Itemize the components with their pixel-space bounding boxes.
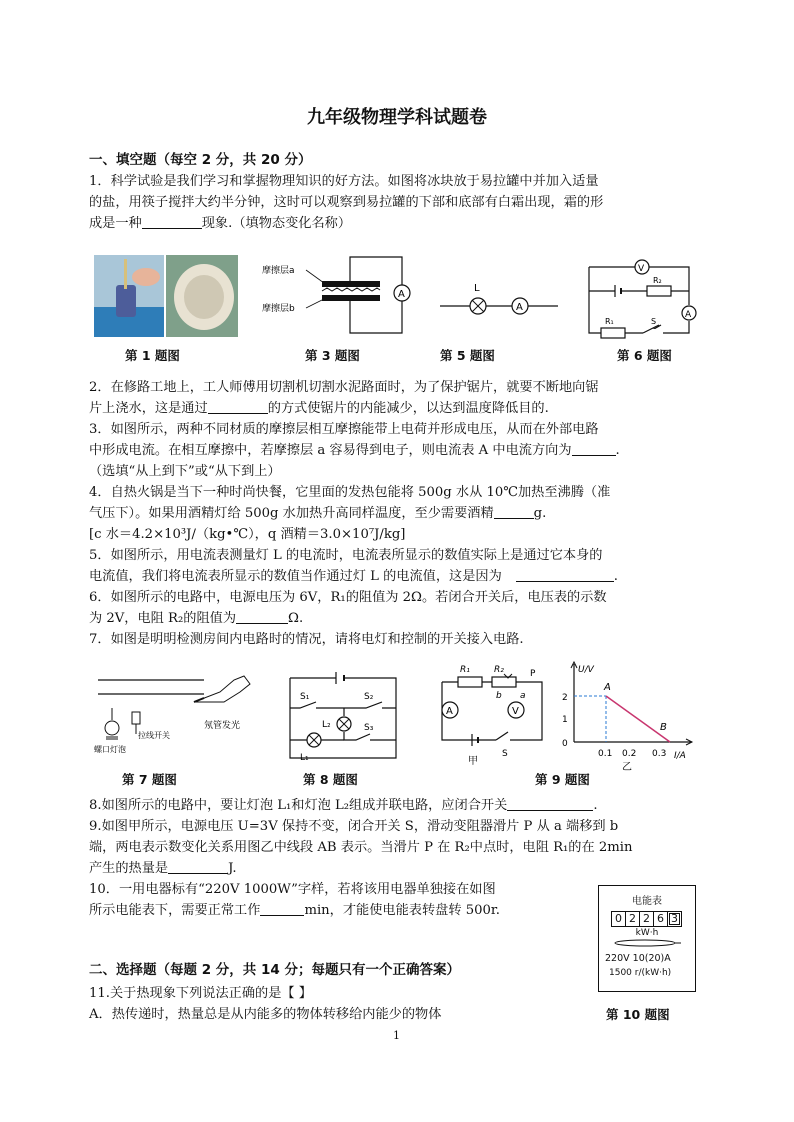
fig9-jia-circuit xyxy=(438,660,548,774)
q11-line1: 11.关于热现象下列说法正确的是【 】 xyxy=(89,986,312,1001)
q10-line2: 所示电能表下，需要正常工作 min，才能使电能表转盘转 500r. xyxy=(89,903,500,918)
fig9-point-b: B xyxy=(660,722,667,733)
fig5-ammeter-label: A xyxy=(516,302,523,313)
meter-digit: 2 xyxy=(625,911,640,927)
q4-line3: [c 水＝4.2×10³J/（kg•℃），q 酒精＝3.0×10⁷J/kg] xyxy=(89,527,406,542)
fig6-ammeter-label: A xyxy=(685,310,692,320)
meter-digit: 6 xyxy=(653,911,668,927)
fig5-caption: 第 5 题图 xyxy=(440,348,495,363)
fig7-glow-label: 氖管发光 xyxy=(204,721,241,731)
fig6-voltmeter-label: V xyxy=(638,264,645,274)
q9-line1: 9.如图甲所示，电源电压 U=3V 保持不变，闭合开关 S，滑动变阻器滑片 P 从 a 端移到 b xyxy=(89,819,619,834)
fig7-wiring xyxy=(94,662,254,766)
q10-answer-blank[interactable] xyxy=(260,901,304,916)
fig3-friction-circuit xyxy=(262,253,422,341)
fig7-lamp-label: 螺口灯泡 xyxy=(94,745,126,754)
fig3-ammeter-label: A xyxy=(398,289,405,300)
q5-line1: 5．如图所示，用电流表测量灯 L 的电流时，电流表所显示的数值实际上是通过它本身的 xyxy=(89,548,603,563)
q9-answer-blank[interactable] xyxy=(168,859,228,874)
fig7-caption: 第 7 题图 xyxy=(122,772,177,787)
fig7-switch-label: 拉线开关 xyxy=(138,731,170,740)
q3-line2: 中形成电流。在相互摩擦中，若摩擦层 a 容易得到电子，则电流表 A 中电流方向为 . xyxy=(89,443,620,458)
fig9-tick-0: 0 xyxy=(562,739,568,749)
fig9-tick-02: 0.2 xyxy=(622,749,637,759)
meter-dial-icon xyxy=(599,939,695,949)
q6-line1: 6．如图所示的电路中，电源电压为 6V，R₁的阻值为 2Ω。若闭合开关后，电压表的示数 xyxy=(89,590,607,605)
meter-digit: 2 xyxy=(639,911,654,927)
fig1-photos xyxy=(94,255,238,341)
q8-answer-blank[interactable] xyxy=(507,796,593,811)
q4-answer-blank[interactable] xyxy=(494,504,534,519)
fig8-s1-label: S₁ xyxy=(300,692,310,702)
q7-line1: 7．如图是明明检测房间内电路时的情况，请将电灯和控制的开关接入电路. xyxy=(89,632,524,647)
fig9-jia-label: 甲 xyxy=(468,756,478,767)
fig8-caption: 第 8 题图 xyxy=(303,772,358,787)
fig8-s2-label: S₂ xyxy=(364,692,374,702)
fig6-series-circuit xyxy=(585,253,700,343)
q9-line2: 端，两电表示数变化关系用图乙中线段 AB 表示。当滑片 P 在 R₂中点时，电阻 R₁的在 2min xyxy=(89,840,633,855)
page-title: 九年级物理学科试题卷 xyxy=(307,107,487,128)
fig6-r2-label: R₂ xyxy=(653,276,662,285)
fig9-b-label: b xyxy=(496,691,502,701)
fig9-tick-2: 2 xyxy=(562,693,568,703)
energy-meter xyxy=(598,885,696,992)
q3-line3: （选填“从上到下”或“从下到上） xyxy=(89,464,281,479)
q1-line3: 成是一种 现象.（填物态变化名称） xyxy=(89,216,352,231)
fig1-caption: 第 1 题图 xyxy=(125,348,180,363)
fig5-lamp-label: L xyxy=(474,283,480,294)
q6-line2: 为 2V，电阻 R₂的阻值为 Ω. xyxy=(89,611,304,626)
meter-digits xyxy=(599,911,695,927)
fig9-a-label: a xyxy=(520,691,526,701)
q2-answer-blank[interactable] xyxy=(208,399,268,414)
q9-line3: 产生的热量是 J. xyxy=(89,861,237,876)
q2-line2: 片上浇水，这是通过 的方式使锯片的内能减少，以达到温度降低目的. xyxy=(89,401,549,416)
fig5-lamp-ammeter xyxy=(440,282,560,326)
fig9-tick-01: 0.1 xyxy=(598,749,613,759)
section-heading-choice: 二、选择题（每题 2 分，共 14 分；每题只有一个正确答案） xyxy=(89,962,460,978)
meter-unit: kW·h xyxy=(635,928,659,938)
fig9-r1-label: R₁ xyxy=(460,665,470,675)
fig6-caption: 第 6 题图 xyxy=(617,348,672,363)
fig9-r2-label: R₂ xyxy=(494,665,504,675)
q11-option-a: A．热传递时，热量总是从内能多的物体转移给内能少的物体 xyxy=(89,1007,442,1022)
fig3-label-a: 摩擦层a xyxy=(262,266,295,276)
fig3-caption: 第 3 题图 xyxy=(305,348,360,363)
fig3-label-b: 摩擦层b xyxy=(262,304,295,314)
q5-line2: 电流值，我们将电流表所显示的数值当作通过灯 L 的电流值，这是因为 . xyxy=(89,569,618,584)
fig9-tick-03: 0.3 xyxy=(652,749,667,759)
q5-answer-blank[interactable] xyxy=(516,567,614,582)
fig9-p-label: P xyxy=(530,669,536,679)
q2-line1: 2．在修路工地上，工人师傅用切割机切割水泥路面时，为了保护锯片，就要不断地向锯 xyxy=(89,380,599,395)
q1-line1: 1．科学试验是我们学习和掌握物理知识的好方法。如图将冰块放于易拉罐中并加入适量 xyxy=(89,174,599,189)
fig8-s3-label: S₃ xyxy=(364,723,374,733)
fig9-axis-i: I/A xyxy=(674,751,686,761)
q1-answer-blank[interactable] xyxy=(142,214,202,229)
page-number: 1 xyxy=(393,1029,400,1042)
fig9-yi-label: 乙 xyxy=(622,762,632,772)
meter-title: 电能表 xyxy=(632,896,662,907)
q1-line2: 的盐，用筷子搅拌大约半分钟，这时可以观察到易拉罐的下部和底部有白霜出现，霜的形 xyxy=(89,195,604,210)
q4-line2: 气压下）。如果用酒精灯给 500g 水加热升高同样温度，至少需要酒精 g. xyxy=(89,506,547,521)
fig6-switch-label: S xyxy=(651,317,657,326)
fig9-caption: 第 9 题图 xyxy=(535,772,590,787)
fig9-axis-u: U/V xyxy=(578,665,594,675)
meter-digit: 0 xyxy=(611,911,626,927)
q3-line1: 3．如图所示，两种不同材质的摩擦层相互摩擦能带上电荷并形成电压，从而在外部电路 xyxy=(89,422,599,437)
q8-line1: 8.如图所示的电路中，要让灯泡 L₁和灯泡 L₂组成并联电路，应闭合开关 . xyxy=(89,798,598,813)
fig9-point-a: A xyxy=(604,682,611,693)
fig9-yi-graph xyxy=(556,660,696,776)
fig8-l1-label: L₁ xyxy=(300,753,309,762)
section-heading-fill: 一、填空题（每空 2 分，共 20 分） xyxy=(89,152,312,168)
meter-digit: 3 xyxy=(667,911,682,927)
fig9-s-label: S xyxy=(502,749,508,759)
fig8-l2-label: L₂ xyxy=(322,720,331,730)
q3-answer-blank[interactable] xyxy=(572,441,616,456)
q6-answer-blank[interactable] xyxy=(236,609,288,624)
meter-rate: 1500 r/(kW·h) xyxy=(609,968,672,978)
meter-spec: 220V 10(20)A xyxy=(605,953,671,964)
fig6-r1-label: R₁ xyxy=(605,317,614,326)
q4-line1: 4．自热火锅是当下一种时尚快餐，它里面的发热包能将 500g 水从 10℃加热至沸腾（准 xyxy=(89,485,611,500)
fig8-parallel-circuit xyxy=(286,664,400,766)
fig9-voltmeter-label: V xyxy=(512,706,519,717)
fig10-caption: 第 10 题图 xyxy=(606,1007,670,1022)
fig9-ammeter-label: A xyxy=(446,706,453,717)
fig9-tick-1: 1 xyxy=(562,715,568,725)
q10-line1: 10．一用电器标有“220V 1000W”字样，若将该用电器单独接在如图 xyxy=(89,882,496,897)
